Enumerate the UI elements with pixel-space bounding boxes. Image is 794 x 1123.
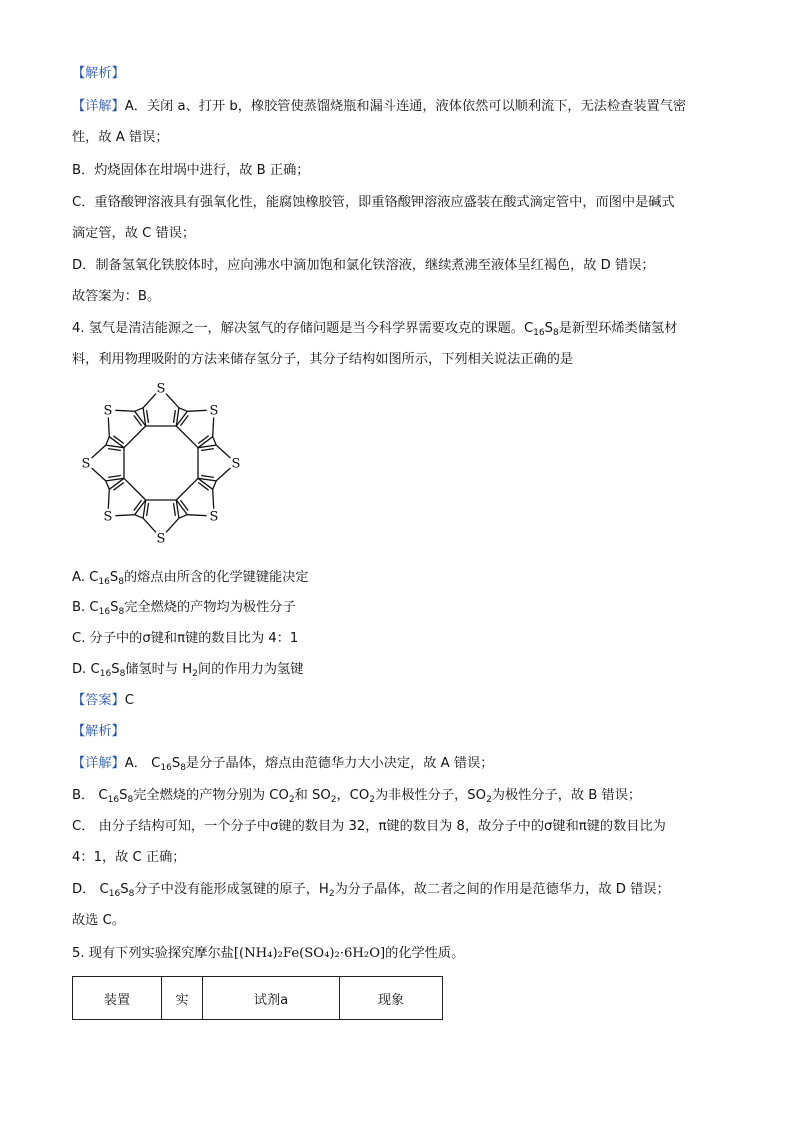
q4-detail-c-line2: 4：1，故 C 正确； xyxy=(72,850,186,865)
sulfur-atom-label: S xyxy=(103,509,113,525)
c-s-bond xyxy=(115,515,134,516)
outer-link-bond xyxy=(135,515,143,519)
salt-formula: [(NH₄)₂Fe(SO₄)₂·6H₂O] xyxy=(233,946,386,961)
detail-tag: 【详解】 xyxy=(72,99,125,114)
double-bond xyxy=(134,415,142,425)
outer-link-bond xyxy=(213,437,217,445)
detail-d-line: D．制备氢氧化铁胶体时，应向沸水中滴加饱和氯化铁溶液，继续煮沸至液体呈红褐色，故 D 错误； xyxy=(72,258,655,273)
q4-option-d: D. $C_{16}S_8$储氢时与 $H_2$间的作用力为氢键 xyxy=(72,662,304,679)
c-s-bond xyxy=(166,394,179,408)
outer-link-bond xyxy=(106,437,110,445)
q4-stem-line1: 4. 氢气是清洁能源之一，解决氢气的存储问题是当今科学界需要攻克的课题。$C_{16}S_8$是新型环烯类储氢材 xyxy=(72,321,678,338)
c-s-bond xyxy=(108,417,109,436)
c-s-bond xyxy=(216,445,230,458)
table-header-cell: 现象 xyxy=(340,977,443,1020)
detail-b-line: B．灼烧固体在坩埚中进行，故 B 正确； xyxy=(72,163,310,178)
double-bond xyxy=(198,483,208,491)
outer-link-bond xyxy=(106,481,110,489)
sulfur-atom-label: S xyxy=(231,456,241,472)
double-bond xyxy=(108,476,121,478)
analysis-heading: 【解析】 xyxy=(72,66,125,81)
outer-link-bond xyxy=(179,515,187,519)
c-s-bond xyxy=(213,417,214,436)
c-s-bond xyxy=(115,410,134,411)
double-bond xyxy=(108,449,121,451)
c16s8-structure-diagram xyxy=(66,373,256,553)
sulfur-atom-label: S xyxy=(81,456,91,472)
double-bond xyxy=(147,410,149,423)
outer-link-bond xyxy=(135,408,143,412)
detail-a-line2: 性，故 A 错误； xyxy=(72,130,169,145)
sulfur-atom-label: S xyxy=(209,509,219,525)
double-bond xyxy=(198,436,208,444)
q4-detail-c-line1: C． 由分子结构可知，一个分子中σ键的数目为 32，π键的数目为 8，故分子中的σ键和π键的数目比为 xyxy=(72,819,666,834)
detail-c-line1: C．重铬酸钾溶液具有强氧化性，能腐蚀橡胶管，即重铬酸钾溶液应盛装在酸式滴定管中，而图中是碱式 xyxy=(72,195,675,210)
sulfur-atom-label: S xyxy=(156,531,166,547)
outer-link-bond xyxy=(179,408,187,412)
q4-option-a: A. $C_{16}S_8$的熔点由所含的化学键键能决定 xyxy=(72,570,309,587)
c-s-bond xyxy=(108,489,109,508)
double-bond xyxy=(147,503,149,516)
table-header-cell: 装置 xyxy=(73,977,162,1020)
c-s-bond xyxy=(92,445,106,458)
c-s-bond xyxy=(166,518,179,532)
double-bond xyxy=(174,503,176,516)
q4-option-c: C. 分子中的σ键和π键的数目比为 4：1 xyxy=(72,631,299,646)
outer-link-bond xyxy=(213,481,217,489)
c-s-bond xyxy=(213,489,214,508)
q4-option-b: B. $C_{16}S_8$完全燃烧的产物均为极性分子 xyxy=(72,600,296,617)
inner-ring-bond xyxy=(124,426,146,448)
q4-analysis-heading: 【解析】 xyxy=(72,724,125,739)
sulfur-atom-label: S xyxy=(103,403,113,419)
q4-detail-d: D． $C_{16}S_8$分子中没有能形成氢键的原子，$H_2$为分子晶体，故二者之间的作用是范德华力，故 D 错误； xyxy=(72,882,670,899)
double-bond xyxy=(181,415,189,425)
q4-conclusion: 故选 C。 xyxy=(72,913,125,928)
c-s-bond xyxy=(187,515,206,516)
double-bond xyxy=(201,449,214,451)
c-s-bond xyxy=(187,410,206,411)
double-bond xyxy=(201,476,214,478)
detail-c-line2: 滴定管，故 C 错误； xyxy=(72,226,196,241)
q4-stem-line2: 料，利用物理吸附的方法来储存氢分子，其分子结构如图所示，下列相关说法正确的是 xyxy=(72,352,574,367)
double-bond xyxy=(181,500,189,510)
c-s-bond xyxy=(92,468,106,481)
table-row xyxy=(73,977,443,1020)
q5-stem: 5. 现有下列实验探究摩尔盐[(NH₄)₂Fe(SO₄)₂·6H₂O]的化学性质。 xyxy=(72,946,465,961)
double-bond xyxy=(113,436,123,444)
prev-conclusion: 故答案为：B。 xyxy=(72,289,161,304)
double-bond xyxy=(113,483,123,491)
inner-ring-bond xyxy=(176,478,198,500)
q4-detail-a: 【详解】A． $C_{16}S_8$是分子晶体，熔点由范德华力大小决定，故 A 错误； xyxy=(72,756,494,773)
inner-ring-bond xyxy=(176,426,198,448)
table-header-cell: 试剂a xyxy=(203,977,340,1020)
double-bond xyxy=(174,410,176,423)
table-header-cell: 实 xyxy=(162,977,203,1020)
q4-answer: 【答案】C xyxy=(72,693,134,708)
c-s-bond xyxy=(143,518,156,532)
q5-table xyxy=(72,976,443,1020)
q4-detail-b: B． $C_{16}S_8$完全燃烧的产物分别为 $CO_2$和 $SO_2$，$CO_2$为非极性分子，$SO_2$为极性分子，故 B 错误； xyxy=(72,788,642,805)
double-bond xyxy=(134,500,142,510)
c-s-bond xyxy=(143,394,156,408)
sulfur-atom-label: S xyxy=(209,403,219,419)
inner-ring-bond xyxy=(124,478,146,500)
detail-a-line1: 【详解】A．关闭 a、打开 b，橡胶管使蒸馏烧瓶和漏斗连通，液体依然可以顺利流下，无法检查装置气密 xyxy=(72,99,687,114)
c-s-bond xyxy=(216,468,230,481)
sulfur-atom-label: S xyxy=(156,381,166,397)
